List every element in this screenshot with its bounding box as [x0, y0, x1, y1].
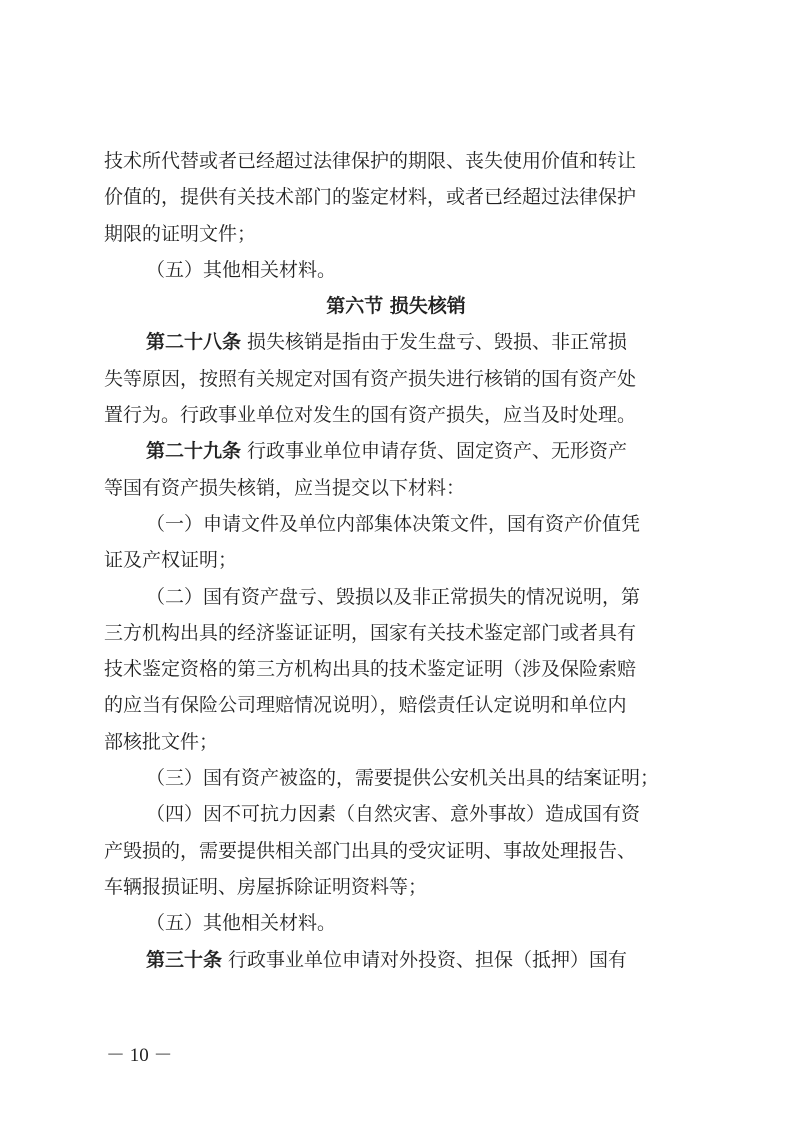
section-heading: 第六节 损失核销 — [326, 295, 466, 318]
text-line: 产毁损的，需要提供相关部门出具的受灾证明、事故处理报告、 — [104, 839, 637, 862]
text-line: 技术鉴定资格的第三方机构出具的技术鉴定证明（涉及保险索赔 — [104, 658, 637, 681]
article-28-first-line — [104, 324, 688, 360]
article-28-number: 第二十八条 — [146, 331, 242, 354]
document-body — [104, 143, 688, 978]
list-item-1: （一）申请文件及单位内部集体决策文件，国有资产价值凭 — [146, 512, 641, 535]
list-item-3: （三）国有资产被盗的，需要提供公安机关出具的结案证明； — [146, 767, 660, 790]
text-line: 证及产权证明； — [104, 549, 238, 572]
text-line: 的应当有保险公司理赔情况说明），赔偿责任认定说明和单位内 — [104, 694, 627, 717]
list-item-4: （四）因不可抗力因素（自然灾害、意外事故）造成国有资 — [146, 803, 641, 826]
text-line: 三方机构出具的经济鉴证证明，国家有关技术鉴定部门或者具有 — [104, 621, 637, 644]
text-line: 置行为。行政事业单位对发生的国有资产损失，应当及时处理。 — [104, 404, 637, 427]
text-line: 失等原因，按照有关规定对国有资产损失进行核销的国有资产处 — [104, 367, 637, 390]
page-number: － 10 － — [106, 1045, 173, 1066]
list-item-5-prev: （五）其他相关材料。 — [146, 258, 337, 281]
list-item-5: （五）其他相关材料。 — [146, 912, 337, 935]
text-line: 车辆报损证明、房屋拆除证明资料等； — [104, 875, 428, 898]
article-30-text: 行政事业单位申请对外投资、担保（抵押）国有 — [222, 948, 628, 971]
article-29-first-line — [104, 433, 688, 469]
article-29-number: 第二十九条 — [146, 440, 242, 463]
text-line: 部核批文件； — [104, 730, 219, 753]
article-30-first-line — [104, 942, 688, 978]
text-line: 等国有资产损失核销，应当提交以下材料： — [104, 476, 466, 499]
article-28-text: 损失核销是指由于发生盘亏、毁损、非正常损 — [241, 331, 628, 354]
article-30-number: 第三十条 — [146, 948, 223, 971]
article-29-text: 行政事业单位申请存货、固定资产、无形资产 — [241, 440, 628, 463]
text-line: 价值的，提供有关技术部门的鉴定材料，或者已经超过法律保护 — [104, 186, 637, 209]
text-line: 期限的证明文件； — [104, 222, 257, 245]
list-item-2: （二）国有资产盘亏、毁损以及非正常损失的情况说明，第 — [146, 585, 641, 608]
text-line: 技术所代替或者已经超过法律保护的期限、丧失使用价值和转让 — [104, 150, 637, 172]
